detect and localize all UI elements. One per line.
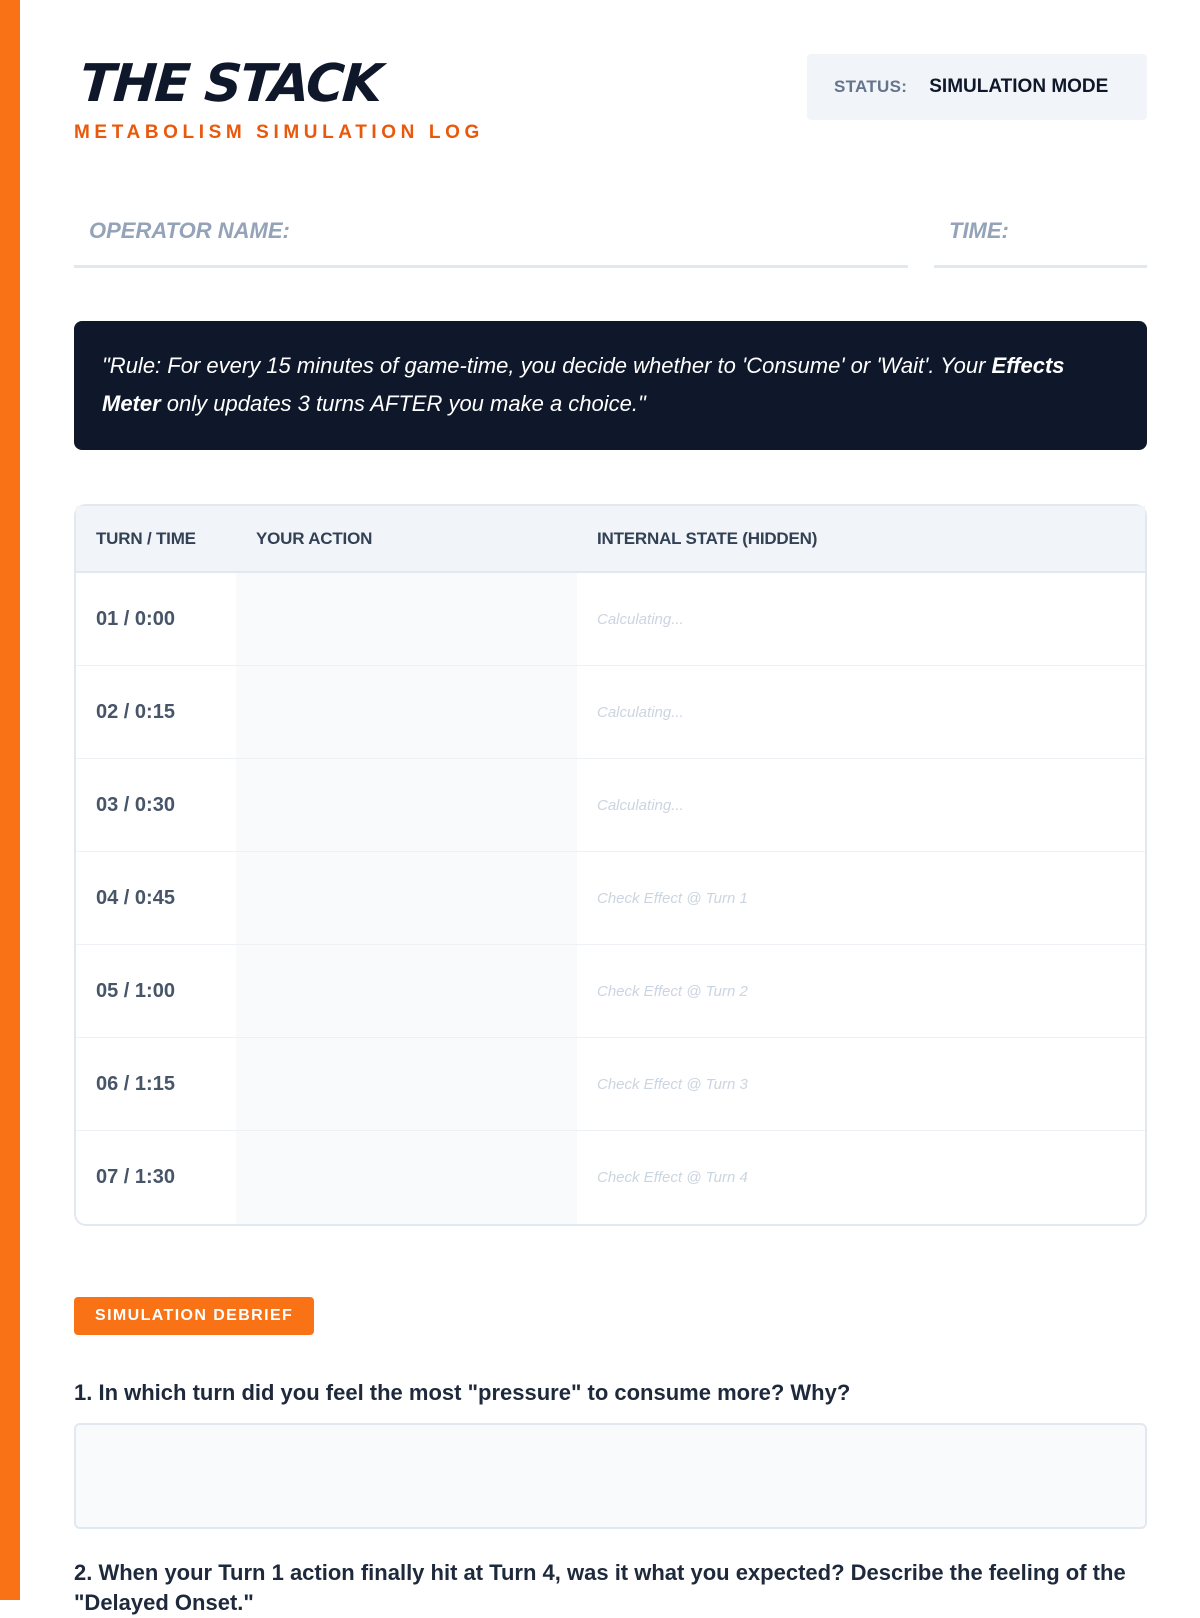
turn-cell: 03 / 0:30 <box>96 793 175 816</box>
turn-cell: 04 / 0:45 <box>96 886 175 909</box>
action-cell[interactable] <box>236 666 577 758</box>
operator-name-field[interactable] <box>74 204 908 268</box>
table-row <box>76 945 1145 1038</box>
answer-field-1[interactable] <box>74 1423 1147 1529</box>
simulation-log-table <box>74 504 1147 1226</box>
time-label: TIME: <box>949 218 1009 243</box>
logo-subtitle: METABOLISM SIMULATION LOG <box>74 122 484 143</box>
action-cell[interactable] <box>236 759 577 851</box>
state-cell: Check Effect @ Turn 2 <box>597 982 748 1000</box>
header-internal-state: INTERNAL STATE (HIDDEN) <box>597 528 818 548</box>
state-cell: Calculating... <box>597 796 684 814</box>
status-badge <box>807 54 1147 120</box>
rule-text-part2: only updates 3 turns AFTER you make a choice." <box>160 391 646 416</box>
action-cell[interactable] <box>236 573 577 665</box>
debrief-badge: SIMULATION DEBRIEF <box>74 1297 314 1335</box>
action-cell[interactable] <box>236 1038 577 1130</box>
turn-cell: 07 / 1:30 <box>96 1166 175 1188</box>
rule-text-emphasis: Effects Meter <box>102 353 1065 416</box>
header-turn-time: TURN / TIME <box>96 528 196 548</box>
form-fields <box>74 204 1147 268</box>
status-label: STATUS: <box>834 77 908 96</box>
state-cell: Check Effect @ Turn 4 <box>597 1169 748 1186</box>
turn-cell: 02 / 0:15 <box>96 700 175 723</box>
table-row <box>76 759 1145 852</box>
state-cell: Calculating... <box>597 610 684 628</box>
debrief-question-2: 2. When your Turn 1 action finally hit at Turn 4, was it what you expected? Describe the feeling of the "Delayed Onset." <box>74 1560 1126 1615</box>
table-row <box>76 1038 1145 1131</box>
turn-cell: 01 / 0:00 <box>96 607 175 630</box>
accent-stripe <box>0 0 20 1600</box>
state-cell: Check Effect @ Turn 1 <box>597 889 748 907</box>
status-value: SIMULATION MODE <box>929 76 1109 97</box>
rule-text-part1: "Rule: For every 15 minutes of game-time, you decide whether to 'Consume' or 'Wait'. Your <box>102 353 992 378</box>
action-cell[interactable] <box>236 945 577 1037</box>
turn-cell: 05 / 1:00 <box>96 979 175 1002</box>
logo-title: THE STACK <box>77 54 383 114</box>
time-field[interactable] <box>934 204 1147 268</box>
state-cell: Check Effect @ Turn 3 <box>597 1075 748 1093</box>
table-row <box>76 573 1145 666</box>
state-cell: Calculating... <box>597 703 684 721</box>
table-row <box>76 1131 1145 1224</box>
simulation-log-page <box>74 0 1147 1615</box>
header-your-action: YOUR ACTION <box>256 528 373 548</box>
table-row <box>76 666 1145 759</box>
header <box>74 0 1147 150</box>
action-cell[interactable] <box>236 1131 577 1224</box>
turn-cell: 06 / 1:15 <box>96 1072 175 1095</box>
debrief-question-1: 1. In which turn did you feel the most "pressure" to consume more? Why? <box>74 1380 851 1405</box>
operator-name-label: OPERATOR NAME: <box>89 218 290 243</box>
action-cell[interactable] <box>236 852 577 944</box>
table-row <box>76 852 1145 945</box>
table-header <box>76 506 1145 573</box>
rule-callout <box>74 321 1147 450</box>
